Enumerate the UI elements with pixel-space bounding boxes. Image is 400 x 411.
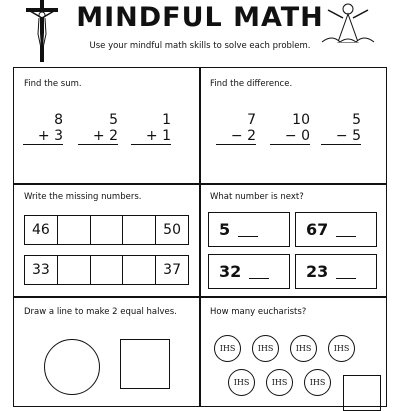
problem-bottom: + 2 <box>78 128 118 145</box>
number-box-given: 33 <box>25 256 58 284</box>
next-number-box[interactable] <box>208 254 290 289</box>
problem-top: 1 <box>162 112 171 128</box>
sum-section-title: Find the sum. <box>24 79 82 89</box>
sum-problem <box>23 112 63 145</box>
worksheet-grid <box>13 67 387 407</box>
answer-blank[interactable] <box>336 264 356 279</box>
page-title: MINDFUL MATH <box>76 2 324 33</box>
number-box-given: 46 <box>25 216 58 244</box>
eucharists-title: How many eucharists? <box>210 307 307 317</box>
circle-shape[interactable] <box>44 339 100 395</box>
answer-blank[interactable] <box>336 222 356 237</box>
answer-box[interactable] <box>343 375 381 411</box>
answer-blank[interactable] <box>238 222 258 237</box>
problem-bottom: − 0 <box>270 128 310 145</box>
next-number-box[interactable] <box>295 254 377 289</box>
sum-problem <box>131 112 171 145</box>
number-box-blank[interactable] <box>91 216 124 244</box>
sum-section <box>14 68 199 183</box>
eucharist-host-icon: IHS <box>214 335 241 362</box>
number-box-blank[interactable] <box>58 216 91 244</box>
problem-top: 5 <box>352 112 361 128</box>
number-box-blank[interactable] <box>123 216 156 244</box>
next-number-box[interactable] <box>208 212 290 247</box>
next-number-value: 5 <box>219 220 231 239</box>
problem-top: 8 <box>54 112 63 128</box>
difference-section <box>200 68 386 183</box>
next-number-box[interactable] <box>295 212 377 247</box>
problem-top: 10 <box>292 112 310 128</box>
eucharists-section <box>200 297 386 407</box>
eucharist-host-icon: IHS <box>328 335 355 362</box>
problem-bottom: + 3 <box>23 128 63 145</box>
number-box-blank[interactable] <box>58 256 91 284</box>
equal-halves-section <box>14 297 199 407</box>
number-box-blank[interactable] <box>91 256 124 284</box>
problem-top: 7 <box>247 112 256 128</box>
number-strip <box>24 215 189 245</box>
eucharist-host-icon: IHS <box>304 369 331 396</box>
next-number-value: 67 <box>306 220 329 239</box>
difference-section-title: Find the difference. <box>210 79 293 89</box>
square-shape[interactable] <box>120 339 170 389</box>
next-number-section <box>200 184 386 296</box>
missing-numbers-section <box>14 184 199 296</box>
eucharist-host-icon: IHS <box>252 335 279 362</box>
eucharist-host-icon: IHS <box>228 369 255 396</box>
number-box-given: 50 <box>163 222 181 238</box>
number-box-blank[interactable] <box>123 256 156 284</box>
page-subtitle: Use your mindful math skills to solve each problem. <box>89 41 311 51</box>
number-strip <box>24 255 189 285</box>
difference-problem <box>216 112 256 145</box>
next-number-title: What number is next? <box>210 192 304 202</box>
difference-problem <box>321 112 361 145</box>
difference-problem <box>270 112 310 145</box>
eucharist-host-icon: IHS <box>290 335 317 362</box>
problem-bottom: − 2 <box>216 128 256 145</box>
next-number-value: 32 <box>219 262 242 281</box>
eucharist-host-icon: IHS <box>266 369 293 396</box>
problem-bottom: − 5 <box>321 128 361 145</box>
sum-problem <box>78 112 118 145</box>
problem-bottom: + 1 <box>131 128 171 145</box>
problem-top: 5 <box>109 112 118 128</box>
equal-halves-title: Draw a line to make 2 equal halves. <box>24 307 177 317</box>
number-box-given: 37 <box>163 262 181 278</box>
answer-blank[interactable] <box>249 264 269 279</box>
missing-numbers-title: Write the missing numbers. <box>24 192 142 202</box>
next-number-value: 23 <box>306 262 329 281</box>
